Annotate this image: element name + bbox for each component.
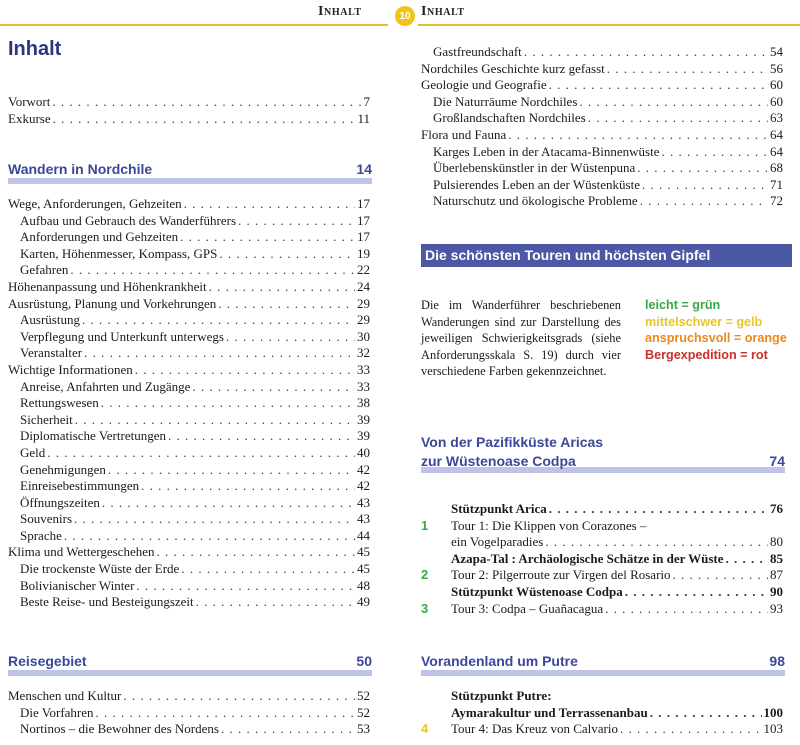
toc-entry-label: Karten, Höhenmesser, Kompass, GPS bbox=[20, 245, 218, 261]
toc-entry-page: 17 bbox=[357, 229, 370, 245]
toc-entry-label: Flora und Fauna bbox=[421, 126, 507, 142]
toc-entry-page: 52 bbox=[357, 688, 370, 703]
toc-entry-page: 24 bbox=[357, 278, 370, 294]
list-item: Stützpunkt Wüstenoase Codpa . . . 90 bbox=[451, 584, 783, 601]
toc-entry bbox=[8, 688, 370, 705]
toc-entry-label: Geld bbox=[20, 444, 46, 460]
legend-green: leicht = grün bbox=[645, 298, 721, 312]
toc-entry bbox=[421, 61, 783, 78]
toc-entry-label: Nortinos – die Bewohner des Nordens bbox=[20, 721, 219, 737]
toc-entry-label: Karges Leben in der Atacama-Binnenwüste bbox=[433, 143, 660, 159]
dot-leader bbox=[70, 262, 355, 279]
header-rule-right bbox=[418, 24, 800, 26]
dot-leader bbox=[184, 196, 355, 213]
dot-leader bbox=[101, 395, 355, 412]
toc-entry-page: 60 bbox=[770, 77, 783, 93]
tour-number: 4 bbox=[421, 721, 429, 737]
legend-orange: anspruchsvoll = orange bbox=[645, 331, 787, 346]
dot-leader bbox=[180, 229, 355, 246]
toc-entry-page: 17 bbox=[357, 196, 370, 211]
toc-entry bbox=[421, 160, 783, 177]
toc-entry-label: Gastfreundschaft bbox=[433, 44, 522, 59]
dot-leader bbox=[508, 127, 768, 144]
running-header-right: Inhalt bbox=[421, 4, 465, 19]
legend-yellow: mittelschwer = gelb bbox=[645, 314, 763, 329]
dot-leader bbox=[157, 544, 356, 561]
toc-entry-label: Verpflegung und Unterkunft unterwegs bbox=[20, 328, 224, 344]
dot-leader bbox=[64, 528, 355, 545]
toc-entry bbox=[8, 362, 370, 379]
dot-leader bbox=[84, 345, 355, 362]
dot-leader bbox=[75, 412, 355, 429]
list-item: Aymarakultur und Terrassenanbau . . . 100 bbox=[451, 705, 783, 722]
list-item: 1 Tour 1: Die Klippen von Corazones – bbox=[421, 517, 647, 533]
toc-entry bbox=[8, 379, 370, 396]
toc-entry-page: 7 bbox=[363, 94, 370, 109]
toc-entry bbox=[8, 213, 370, 230]
toc-entry-label: Pulsierendes Leben an der Wüstenküste bbox=[433, 176, 640, 192]
section-heading-arica bbox=[421, 434, 785, 473]
toc-entry bbox=[421, 77, 783, 94]
toc-entry-label: Anforderungen und Gehzeiten bbox=[20, 229, 179, 245]
section-page: 74 bbox=[769, 453, 785, 469]
running-header-left: Inhalt bbox=[318, 4, 362, 19]
toc-entry-label: Nordchiles Geschichte kurz gefasst bbox=[421, 60, 605, 76]
toc-entry bbox=[8, 561, 370, 578]
arica-list bbox=[421, 501, 783, 617]
list-item: Stützpunkt Putre: bbox=[451, 688, 552, 703]
toc-entry bbox=[8, 705, 370, 722]
difficulty-legend bbox=[645, 297, 787, 363]
toc-entry-label: Einreisebestimmungen bbox=[20, 478, 140, 494]
toc-entry bbox=[8, 262, 370, 279]
toc-entry-page: 33 bbox=[357, 378, 370, 394]
toc-entry bbox=[8, 511, 370, 528]
dot-leader bbox=[47, 445, 355, 462]
dot-leader bbox=[196, 594, 355, 611]
toc-entry-page: 49 bbox=[357, 594, 370, 610]
toc-entry bbox=[8, 544, 370, 561]
toc-entry-page: 32 bbox=[357, 345, 370, 361]
toc-entry-label: Diplomatische Vertretungen bbox=[20, 428, 166, 444]
toc-entry-label: Aufbau und Gebrauch des Wanderführers bbox=[20, 212, 237, 228]
intro-list bbox=[8, 94, 370, 127]
toc-entry-page: 29 bbox=[357, 312, 370, 328]
toc-entry-page: 43 bbox=[357, 494, 370, 510]
toc-entry-page: 71 bbox=[770, 176, 783, 192]
toc-entry bbox=[8, 94, 370, 111]
toc-entry-label: Die Naturräume Nordchiles bbox=[433, 93, 578, 109]
dot-leader bbox=[52, 94, 361, 111]
section-page: 50 bbox=[356, 653, 372, 669]
list-item: Stützpunkt Arica . . . 76 bbox=[451, 501, 783, 518]
toc-entry-page: 63 bbox=[770, 110, 783, 126]
section-page: 98 bbox=[769, 653, 785, 669]
dot-leader bbox=[135, 362, 355, 379]
toc-entry bbox=[8, 478, 370, 495]
toc-entry bbox=[421, 144, 783, 161]
list-item: Azapa-Tal : Archäologische Schätze in der Wüste . . . 85 bbox=[451, 551, 783, 568]
legend-red: Bergexpedition = rot bbox=[645, 347, 768, 362]
dot-leader bbox=[136, 578, 355, 595]
dot-leader bbox=[218, 296, 355, 313]
toc-entry-label: Höhenanpassung und Höhenkrankheit bbox=[8, 278, 207, 294]
toc-entry bbox=[8, 312, 370, 329]
toc-entry bbox=[421, 193, 783, 210]
header-rule-left bbox=[0, 24, 388, 26]
putre-list bbox=[421, 688, 783, 738]
toc-entry bbox=[8, 578, 370, 595]
dot-leader bbox=[637, 160, 768, 177]
section-title-line2: zur Wüstenoase Codpa bbox=[421, 453, 576, 469]
toc-entry-page: 40 bbox=[357, 444, 370, 460]
dot-leader bbox=[221, 721, 355, 738]
toc-entry-label: Menschen und Kultur bbox=[8, 688, 122, 703]
toc-entry-page: 44 bbox=[357, 527, 370, 543]
toc-entry-label: Rettungswesen bbox=[20, 395, 99, 411]
toc-entry-page: 48 bbox=[357, 577, 370, 593]
section-page: 14 bbox=[356, 161, 372, 177]
toc-entry-page: 19 bbox=[357, 245, 370, 261]
dot-leader bbox=[579, 94, 768, 111]
toc-entry-label: Vorwort bbox=[8, 94, 51, 109]
dot-leader bbox=[524, 44, 768, 61]
section-title: Wandern in Nordchile bbox=[8, 161, 153, 177]
dot-leader bbox=[74, 511, 355, 528]
right-top-list bbox=[421, 44, 783, 210]
toc-entry bbox=[8, 229, 370, 246]
dot-leader bbox=[238, 213, 355, 230]
section-heading-wandern bbox=[8, 161, 372, 184]
toc-entry bbox=[8, 445, 370, 462]
difficulty-description: Die im Wanderführer beschriebenen Wanderungen sind zur Darstellung des jeweiligen Schwierigkeitsgrads (siehe Anforderungsskala S. 19) durch vier verschiedene Farben gekennzeichnet. bbox=[421, 298, 621, 379]
toc-entry-label: Ausrüstung, Planung und Vorkehrungen bbox=[8, 295, 217, 311]
toc-entry-page: 42 bbox=[357, 461, 370, 477]
dot-leader bbox=[53, 111, 356, 128]
tours-band-heading: Die schönsten Touren und höchsten Gipfel bbox=[421, 244, 792, 267]
tour-number: 3 bbox=[421, 600, 429, 616]
wandern-list bbox=[8, 196, 370, 611]
list-item: 3 Tour 3: Codpa – Guañacagua . . . 93 bbox=[451, 601, 783, 618]
dot-leader bbox=[640, 193, 768, 210]
dot-leader bbox=[168, 428, 355, 445]
dot-leader bbox=[181, 561, 355, 578]
toc-entry-label: Wichtige Informationen bbox=[8, 361, 133, 377]
tour-number: 1 bbox=[421, 517, 429, 533]
reisegebiet-list bbox=[8, 688, 370, 738]
toc-entry-page: 53 bbox=[357, 721, 370, 737]
toc-entry bbox=[8, 412, 370, 429]
toc-entry bbox=[8, 279, 370, 296]
section-title: Reisegebiet bbox=[8, 653, 87, 669]
toc-entry bbox=[421, 110, 783, 127]
toc-entry-page: 45 bbox=[357, 544, 370, 560]
dot-leader bbox=[607, 61, 768, 78]
toc-entry-page: 11 bbox=[357, 110, 370, 126]
toc-entry bbox=[8, 345, 370, 362]
toc-entry-label: Klima und Wettergeschehen bbox=[8, 544, 155, 560]
toc-entry-label: Bolivianischer Winter bbox=[20, 577, 135, 593]
toc-entry-label: Souvenirs bbox=[20, 511, 72, 527]
toc-entry-label: Großlandschaften Nordchiles bbox=[433, 110, 586, 126]
toc-entry-label: Ausrüstung bbox=[20, 312, 80, 328]
toc-entry-label: Geologie und Geografie bbox=[421, 77, 547, 93]
section-heading-putre bbox=[421, 653, 785, 676]
toc-entry bbox=[421, 177, 783, 194]
dot-leader bbox=[219, 246, 355, 263]
toc-entry-label: Gefahren bbox=[20, 262, 69, 278]
dot-leader bbox=[141, 478, 355, 495]
dot-leader bbox=[588, 110, 768, 127]
dot-leader bbox=[108, 462, 355, 479]
toc-entry-page: 54 bbox=[770, 44, 783, 59]
toc-entry-page: 30 bbox=[357, 328, 370, 344]
toc-entry bbox=[8, 111, 370, 128]
dot-leader bbox=[123, 688, 355, 705]
toc-entry-label: Die trockenste Wüste der Erde bbox=[20, 561, 180, 577]
toc-entry bbox=[421, 44, 783, 61]
page-title: Inhalt bbox=[8, 38, 62, 60]
dot-leader bbox=[82, 312, 355, 329]
dot-leader bbox=[549, 77, 768, 94]
dot-leader bbox=[226, 329, 355, 346]
toc-entry-label: Öffnungszeiten bbox=[20, 494, 100, 510]
toc-entry-page: 68 bbox=[770, 160, 783, 176]
toc-entry bbox=[8, 246, 370, 263]
toc-entry bbox=[8, 594, 370, 611]
toc-entry bbox=[8, 721, 370, 738]
toc-entry-label: Veranstalter bbox=[20, 345, 83, 361]
section-heading-reisegebiet bbox=[8, 653, 372, 676]
toc-entry-label: Die Vorfahren bbox=[20, 704, 94, 720]
toc-entry bbox=[8, 462, 370, 479]
dot-leader bbox=[192, 379, 355, 396]
toc-entry-page: 56 bbox=[770, 60, 783, 76]
toc-entry bbox=[8, 296, 370, 313]
section-title-line1: Von der Pazifikküste Aricas bbox=[421, 434, 604, 450]
toc-entry-label: Exkurse bbox=[8, 110, 51, 126]
toc-entry-page: 64 bbox=[770, 143, 783, 159]
toc-entry-label: Beste Reise- und Besteigungszeit bbox=[20, 594, 194, 610]
toc-entry bbox=[8, 495, 370, 512]
toc-entry-page: 42 bbox=[357, 478, 370, 494]
toc-entry-label: Naturschutz und ökologische Probleme bbox=[433, 193, 638, 209]
page-number-badge: 10 bbox=[395, 6, 415, 26]
toc-entry-page: 64 bbox=[770, 126, 783, 142]
toc-entry-label: Sicherheit bbox=[20, 411, 73, 427]
dot-leader bbox=[102, 495, 355, 512]
toc-entry-page: 22 bbox=[357, 262, 370, 278]
toc-entry-page: 33 bbox=[357, 361, 370, 377]
toc-entry-label: Anreise, Anfahrten und Zugänge bbox=[20, 378, 191, 394]
toc-entry bbox=[8, 428, 370, 445]
toc-entry-page: 29 bbox=[357, 295, 370, 311]
list-item: 4 Tour 4: Das Kreuz von Calvario . . . 103 bbox=[451, 721, 783, 738]
toc-entry bbox=[421, 94, 783, 111]
toc-entry-page: 39 bbox=[357, 411, 370, 427]
toc-entry-label: Sprache bbox=[20, 527, 62, 543]
dot-leader bbox=[96, 705, 355, 722]
toc-entry-page: 45 bbox=[357, 561, 370, 577]
toc-entry bbox=[421, 127, 783, 144]
toc-entry-page: 39 bbox=[357, 428, 370, 444]
toc-entry-page: 17 bbox=[357, 212, 370, 228]
list-item: ein Vogelparadies . . . 80 bbox=[451, 534, 783, 551]
toc-entry-label: Überlebenskünstler in der Wüstenpuna bbox=[433, 160, 636, 176]
section-title: Vorandenland um Putre bbox=[421, 653, 578, 669]
toc-entry-label: Wege, Anforderungen, Gehzeiten bbox=[8, 196, 182, 211]
dot-leader bbox=[209, 279, 355, 296]
toc-entry-page: 43 bbox=[357, 511, 370, 527]
toc-entry bbox=[8, 395, 370, 412]
tour-number: 2 bbox=[421, 567, 429, 583]
toc-entry-page: 38 bbox=[357, 395, 370, 411]
toc-entry-page: 72 bbox=[770, 193, 783, 209]
toc-entry bbox=[8, 528, 370, 545]
dot-leader bbox=[661, 144, 768, 161]
list-item: 2 Tour 2: Pilgerroute zur Virgen del Rosario . . . 87 bbox=[451, 567, 783, 584]
toc-entry-page: 60 bbox=[770, 93, 783, 109]
toc-entry bbox=[8, 329, 370, 346]
toc-entry bbox=[8, 196, 370, 213]
toc-entry-label: Genehmigungen bbox=[20, 461, 106, 477]
toc-entry-page: 52 bbox=[357, 704, 370, 720]
dot-leader bbox=[642, 177, 768, 194]
